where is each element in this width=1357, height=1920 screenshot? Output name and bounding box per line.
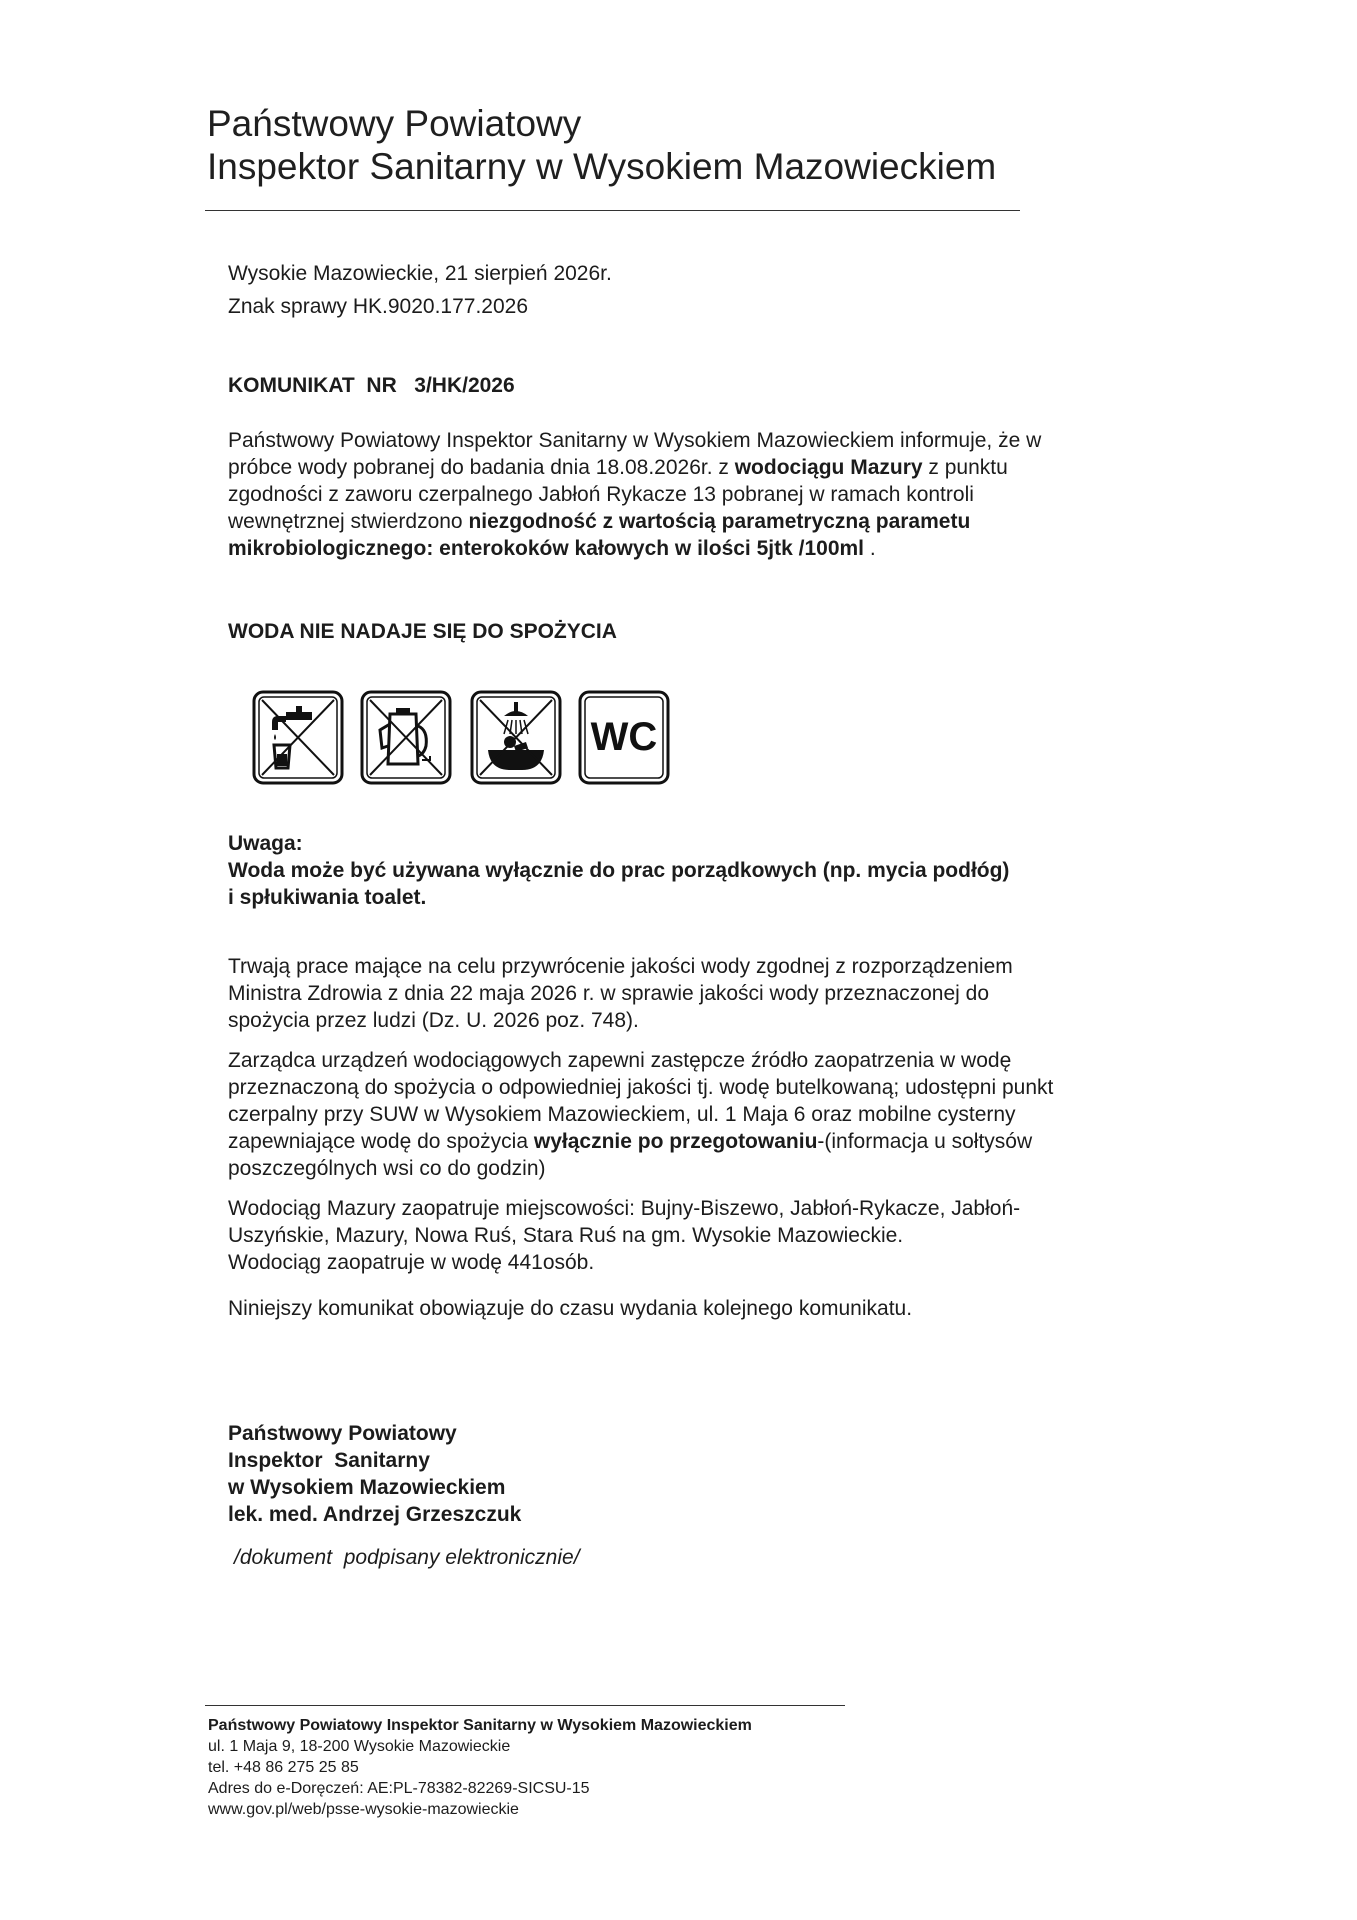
- paragraph-line: poszczególnych wsi co do godzin): [228, 1157, 546, 1180]
- intro-line: [228, 508, 1148, 535]
- note-line: i spłukiwania toalet.: [228, 886, 427, 909]
- paragraph-line: Zarządca urządzeń wodociągowych zapewni zastępcze źródło zaopatrzenia w wodę: [228, 1049, 1012, 1072]
- note-line: Woda może być używana wyłącznie do prac porządkowych (np. mycia podłóg): [228, 859, 1010, 882]
- paragraph-line: Ministra Zdrowia z dnia 22 maja 2026 r. w sprawie jakości wody przeznaczonej do: [228, 982, 990, 1005]
- wc-icon: [578, 690, 670, 785]
- signature-name: lek. med. Andrzej Grzeszczuk: [228, 1503, 522, 1526]
- text-run: próbce wody pobranej do badania dnia 18.08.2026r. z: [228, 456, 735, 479]
- wc-label: WC: [590, 715, 658, 759]
- intro-paragraph: [228, 427, 1148, 562]
- paragraph-line: [228, 1128, 1148, 1155]
- signature-electronic-note: /dokument podpisany elektronicznie/: [234, 1546, 580, 1569]
- text-run-bold: wodociągu Mazury: [734, 456, 923, 479]
- signature-line: Państwowy Powiatowy: [228, 1422, 457, 1445]
- no-bathing-icon: [470, 690, 562, 785]
- paragraph-line: czerpalny przy SUW w Wysokiem Mazowieckiem, ul. 1 Maja 6 oraz mobilne cysterny: [228, 1103, 1016, 1126]
- intro-line: [228, 535, 1148, 562]
- text-run: zapewniające wodę do spożycia: [228, 1130, 534, 1153]
- intro-line: [228, 454, 1148, 481]
- case-reference: Znak sprawy HK.9020.177.2026: [228, 295, 529, 318]
- no-drinking-icon: [252, 690, 344, 785]
- text-run: .: [864, 537, 876, 560]
- paragraph-line: spożycia przez ludzi (Dz. U. 2026 poz. 748).: [228, 1009, 639, 1032]
- paragraph-alternative-supply: [228, 1047, 1148, 1182]
- paragraph-restoration: [228, 953, 1148, 1034]
- notice-title: KOMUNIKAT NR 3/HK/2026: [228, 374, 515, 397]
- text-run: z punktu: [922, 456, 1008, 479]
- note-label: Uwaga:: [228, 832, 303, 855]
- text-run-bold: wyłącznie po przegotowaniu: [533, 1130, 818, 1153]
- signature-line: w Wysokiem Mazowieckiem: [228, 1476, 506, 1499]
- text-run-bold: niezgodność z wartością parametryczną parametu: [468, 510, 971, 533]
- footer-address: ul. 1 Maja 9, 18-200 Wysokie Mazowieckie: [208, 1738, 511, 1755]
- paragraph-supplied-localities: [228, 1195, 1148, 1276]
- place-date: Wysokie Mazowieckie, 21 sierpień 2026r.: [228, 262, 612, 285]
- text-run: -(informacja u sołtysów: [817, 1130, 1033, 1153]
- footer-divider: [205, 1705, 845, 1706]
- header-divider: [205, 210, 1020, 211]
- footer-edelivery: Adres do e-Doręczeń: AE:PL-78382-82269-SICSU-15: [208, 1780, 590, 1797]
- intro-line: zgodności z zaworu czerpalnego Jabłoń Rykacze 13 pobranej w ramach kontroli: [228, 483, 974, 506]
- footer-website-link[interactable]: www.gov.pl/web/psse-wysokie-mazowieckie: [208, 1801, 519, 1818]
- paragraph-line: Wodociąg Mazury zaopatruje miejscowości: Bujny-Biszewo, Jabłoń-Rykacze, Jabłoń-: [228, 1197, 1021, 1220]
- no-kettle-icon: [360, 690, 452, 785]
- text-run-bold: mikrobiologicznego: enterokoków kałowych w ilości 5jtk /100ml: [228, 537, 864, 560]
- header-title-line1: Państwowy Powiatowy: [207, 103, 582, 144]
- paragraph-line: Uszyńskie, Mazury, Nowa Ruś, Stara Ruś na gm. Wysokie Mazowieckie.: [228, 1224, 904, 1247]
- footer-org: Państwowy Powiatowy Inspektor Sanitarny w Wysokiem Mazowieckiem: [208, 1717, 752, 1734]
- signature-line: Inspektor Sanitarny: [228, 1449, 430, 1472]
- paragraph-line: Trwają prace mające na celu przywrócenie jakości wody zgodnej z rozporządzeniem: [228, 955, 1013, 978]
- intro-line: Państwowy Powiatowy Inspektor Sanitarny w Wysokiem Mazowieckiem informuje, że w: [228, 429, 1042, 452]
- paragraph-line: Wodociąg zaopatruje w wodę 441osób.: [228, 1251, 595, 1274]
- warning-heading: WODA NIE NADAJE SIĘ DO SPOŻYCIA: [228, 620, 617, 643]
- footer-phone: tel. +48 86 275 25 85: [208, 1759, 359, 1776]
- paragraph-validity: Niniejszy komunikat obowiązuje do czasu wydania kolejnego komunikatu.: [228, 1297, 913, 1320]
- header-title-line2: Inspektor Sanitarny w Wysokiem Mazowieckiem: [207, 146, 997, 187]
- paragraph-line: przeznaczoną do spożycia o odpowiedniej jakości tj. wodę butelkowaną; udostępni punkt: [228, 1076, 1054, 1099]
- text-run: wewnętrznej stwierdzono: [228, 510, 469, 533]
